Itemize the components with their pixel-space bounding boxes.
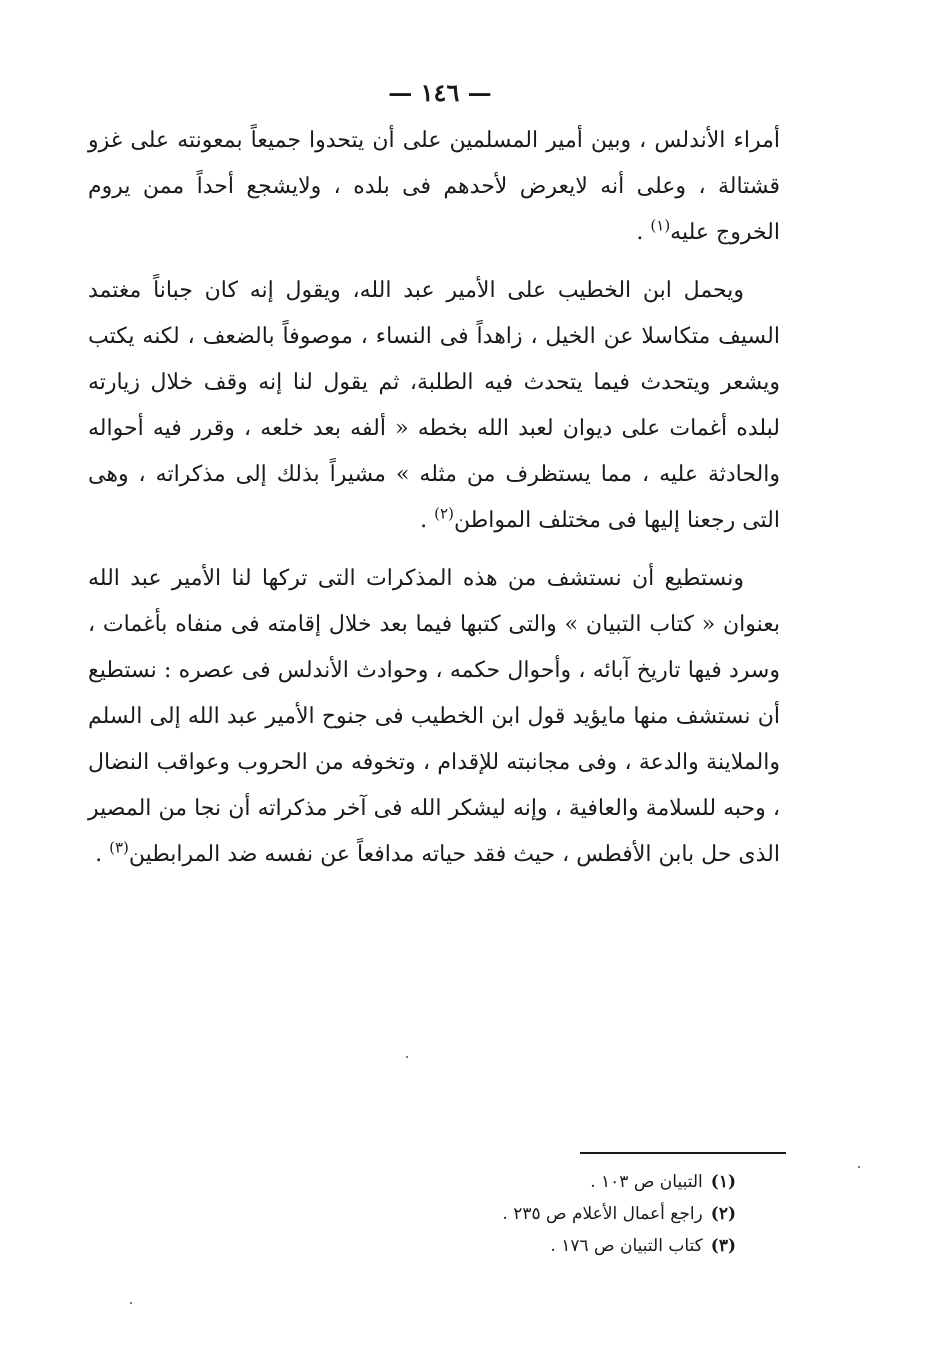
footnote-text: كتاب التبيان ص ١٧٦ . xyxy=(550,1236,703,1256)
footnote-text: التبيان ص ١٠٣ . xyxy=(590,1172,703,1192)
footnote-reference: (٣) xyxy=(109,838,129,857)
paragraph xyxy=(88,556,780,878)
footnote-item xyxy=(420,1198,736,1230)
scan-speck xyxy=(130,1302,132,1304)
paragraph-end: . xyxy=(636,220,651,245)
paragraph-text: ويحمل ابن الخطيب على الأمير عبد الله، ويقول إنه كان جباناً مغتمد السيف متكاسلا عن الخيل ، زاهداً فى النساء ، موصوفاً بالضعف ، لكنه يكتب ويشعر ويتحدث فيما يتحدث فيه الطلبة، ثم يقول لنا إنه وقف خلال زيارته لبلده أغمات على ديوان لعبد الله بخطه « ألفه بعد خلعه ، وقرر فيه أحواله والحادثة عليه ، مما يستظرف من مثله » مشيراً بذلك إلى مذكراته ، وهى التى رجعنا إليها فى مختلف المواطن xyxy=(88,278,780,533)
footnote-item xyxy=(420,1230,736,1262)
footnote-reference: (١) xyxy=(650,216,671,235)
page-number: — ١٤٦ — xyxy=(388,78,492,107)
paragraph-end: . xyxy=(420,508,435,533)
footnote-separator xyxy=(580,1152,786,1154)
paragraph-text: ونستطيع أن نستشف من هذه المذكرات التى تركها لنا الأمير عبد الله بعنوان « كتاب التبيان » والتى كتبها فيما بعد خلال إقامته فى منفاه بأغمات ، وسرد فيها تاريخ آبائه ، وأحوال حكمه ، وحوادث الأندلس فى عصره : نستطيع أن نستشف منها مايؤيد قول ابن الخطيب فى جنوح الأمير عبد الله إلى السلم والملاينة والدعة ، وفى مجانبته للإقدام ، وتخوفه من الحروب وعواقب النضال ، وحبه للسلامة والعافية ، وإنه ليشكر الله فى آخر مذكراته أن نجا من المصير الذى حل بابن الأفطس ، حيث فقد حياته مدافعاً عن نفسه ضد المرابطين xyxy=(88,566,780,867)
footnote-item xyxy=(420,1166,736,1198)
footnotes xyxy=(420,1166,736,1262)
paragraph-text: أمراء الأندلس ، وبين أمير المسلمين على أن يتحدوا جميعاً بمعونته على غزو قشتالة ، وعلى أنه لايعرض لأحدهم فى بلده ، ولايشجع أحداً ممن يروم الخروج عليه xyxy=(88,128,780,245)
scan-speck xyxy=(406,1056,408,1058)
paragraph-end: . xyxy=(95,842,110,867)
paragraph xyxy=(88,268,780,544)
scan-speck xyxy=(858,1166,860,1168)
footnote-number: (٣) xyxy=(710,1236,736,1256)
footnote-text: راجع أعمال الأعلام ص ٢٣٥ . xyxy=(502,1204,703,1224)
main-text xyxy=(88,118,780,890)
paragraph xyxy=(88,118,780,256)
footnote-number: (٢) xyxy=(710,1204,736,1224)
footnote-reference: (٢) xyxy=(434,504,454,523)
footnote-number: (١) xyxy=(710,1172,736,1192)
